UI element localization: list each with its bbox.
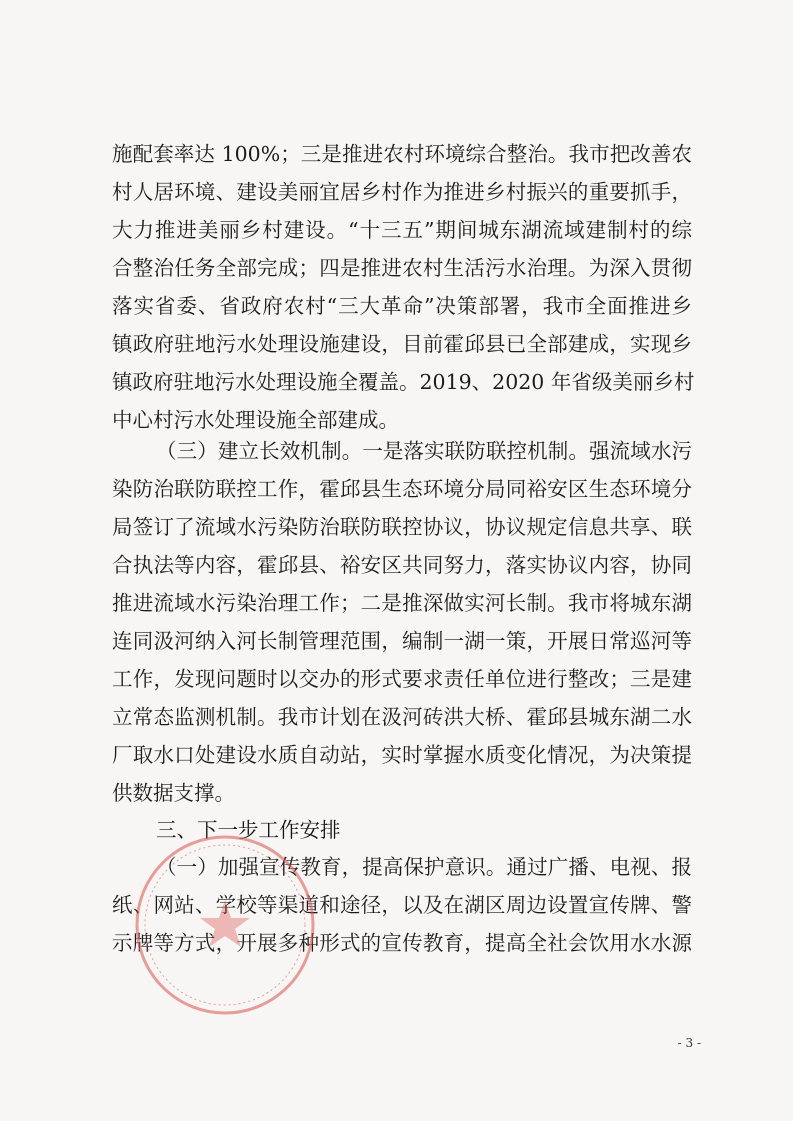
- text-line: 供数据支撑。: [112, 781, 235, 805]
- text-line: 厂取水口处建设水质自动站，实时掌握水质变化情况，为决策提: [112, 743, 692, 767]
- section-heading: 三、下一步工作安排: [156, 818, 341, 842]
- text-line: 工作，发现问题时以交办的形式要求责任单位进行整改；三是建: [112, 667, 692, 691]
- text-line: 合整治任务全部完成；四是推进农村生活污水治理。为深入贯彻: [112, 256, 692, 280]
- page-number: - 3 -: [677, 1036, 701, 1050]
- text-line: （三）建立长效机制。一是落实联防联控机制。强流域水污: [156, 439, 692, 463]
- text-line: 染防治联防联控工作，霍邱县生态环境分局同裕安区生态环境分: [112, 477, 692, 501]
- text-line: 连同汲河纳入河长制管理范围，编制一湖一策，开展日常巡河等: [112, 629, 692, 653]
- text-line: 落实省委、省政府农村“三大革命”决策部署，我市全面推进乡: [112, 294, 692, 318]
- text-line: 立常态监测机制。我市计划在汲河砖洪大桥、霍邱县城东湖二水: [112, 705, 692, 729]
- text-line: 局签订了流域水污染防治联防联控协议，协议规定信息共享、联: [112, 515, 692, 539]
- text-line: 村人居环境、建设美丽宜居乡村作为推进乡村振兴的重要抓手，: [112, 180, 692, 204]
- text-line: 大力推进美丽乡村建设。“十三五”期间城东湖流域建制村的综: [112, 218, 692, 242]
- text-line: （一）加强宣传教育，提高保护意识。通过广播、电视、报: [156, 855, 692, 879]
- text-line: 纸、网站、学校等渠道和途径，以及在湖区周边设置宣传牌、警: [112, 893, 692, 917]
- text-line: 镇政府驻地污水处理设施建设，目前霍邱县已全部建成，实现乡: [112, 332, 692, 356]
- text-line: 中心村污水处理设施全部建成。: [112, 408, 399, 432]
- text-line: 合执法等内容，霍邱县、裕安区共同努力，落实协议内容，协同: [112, 553, 692, 577]
- text-line: 镇政府驻地污水处理设施全覆盖。2019、2020 年省级美丽乡村: [112, 370, 695, 394]
- text-line: 施配套率达 100%；三是推进农村环境综合整治。我市把改善农: [112, 142, 692, 166]
- text-line: 示牌等方式，开展多种形式的宣传教育，提高全社会饮用水水源: [112, 931, 692, 955]
- text-line: 推进流域水污染治理工作；二是推深做实河长制。我市将城东湖: [112, 591, 692, 615]
